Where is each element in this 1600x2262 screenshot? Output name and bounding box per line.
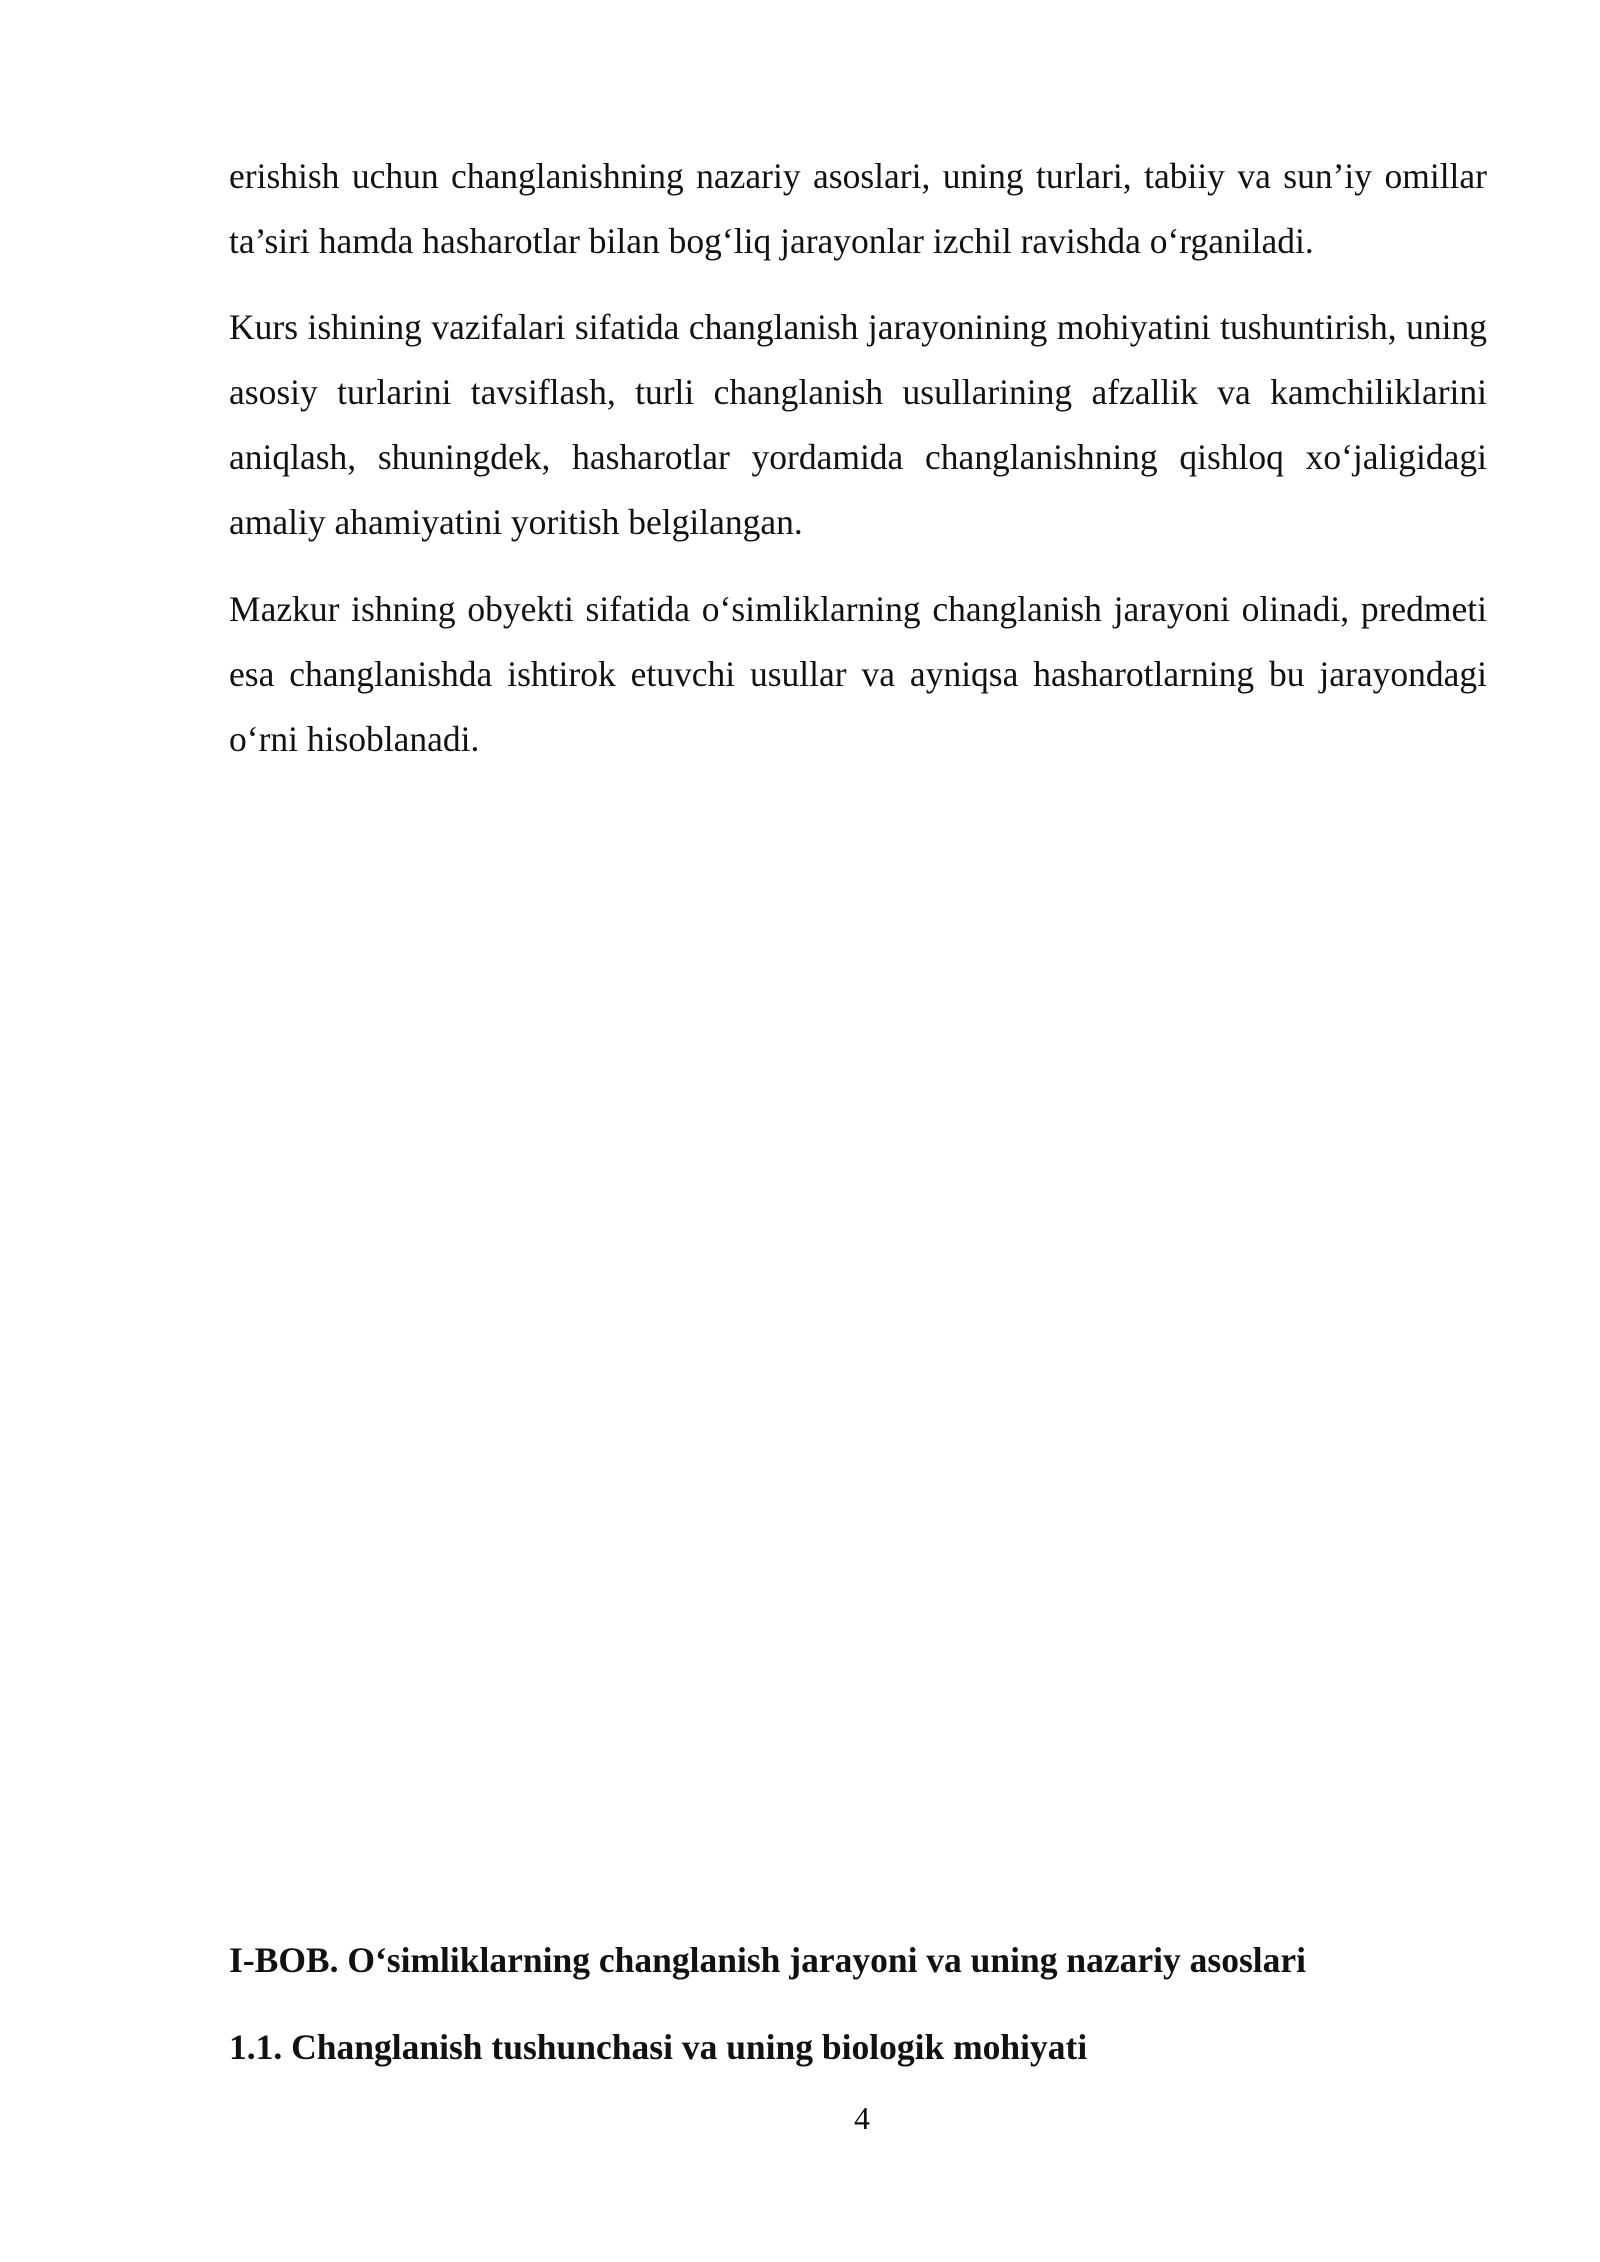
body-paragraph-3: Mazkur ishning obyekti sifatida o‘simliklarning changlanish jarayoni olinadi, predmeti esa changlanishda ishtirok etuvchi usullar va ayniqsa hasharotlarning bu jarayondagi o‘rni hisoblanadi.: [229, 589, 1487, 759]
chapter-heading: I-BOB. O‘simliklarning changlanish jarayoni va uning nazariy asoslari: [229, 1940, 1307, 1980]
page-number: 4: [854, 2100, 870, 2136]
body-paragraph-1: erishish uchun changlanishning nazariy asoslari, uning turlari, tabiiy va sun’iy omillar ta’siri hamda hasharotlar bilan bog‘liq jarayonlar izchil ravishda o‘rganiladi.: [229, 156, 1487, 261]
section-heading: 1.1. Changlanish tushunchasi va uning biologik mohiyati: [229, 2027, 1088, 2067]
body-paragraph-2: Kurs ishining vazifalari sifatida changlanish jarayonining mohiyatini tushuntirish, uning asosiy turlarini tavsiflash, turli changlanish usullarining afzallik va kamchiliklarini aniqlash, shuningdek, hasharotlar yordamida changlanishning qishloq xo‘jaligidagi amaliy ahamiyatini yoritish belgilangan.: [229, 307, 1487, 542]
